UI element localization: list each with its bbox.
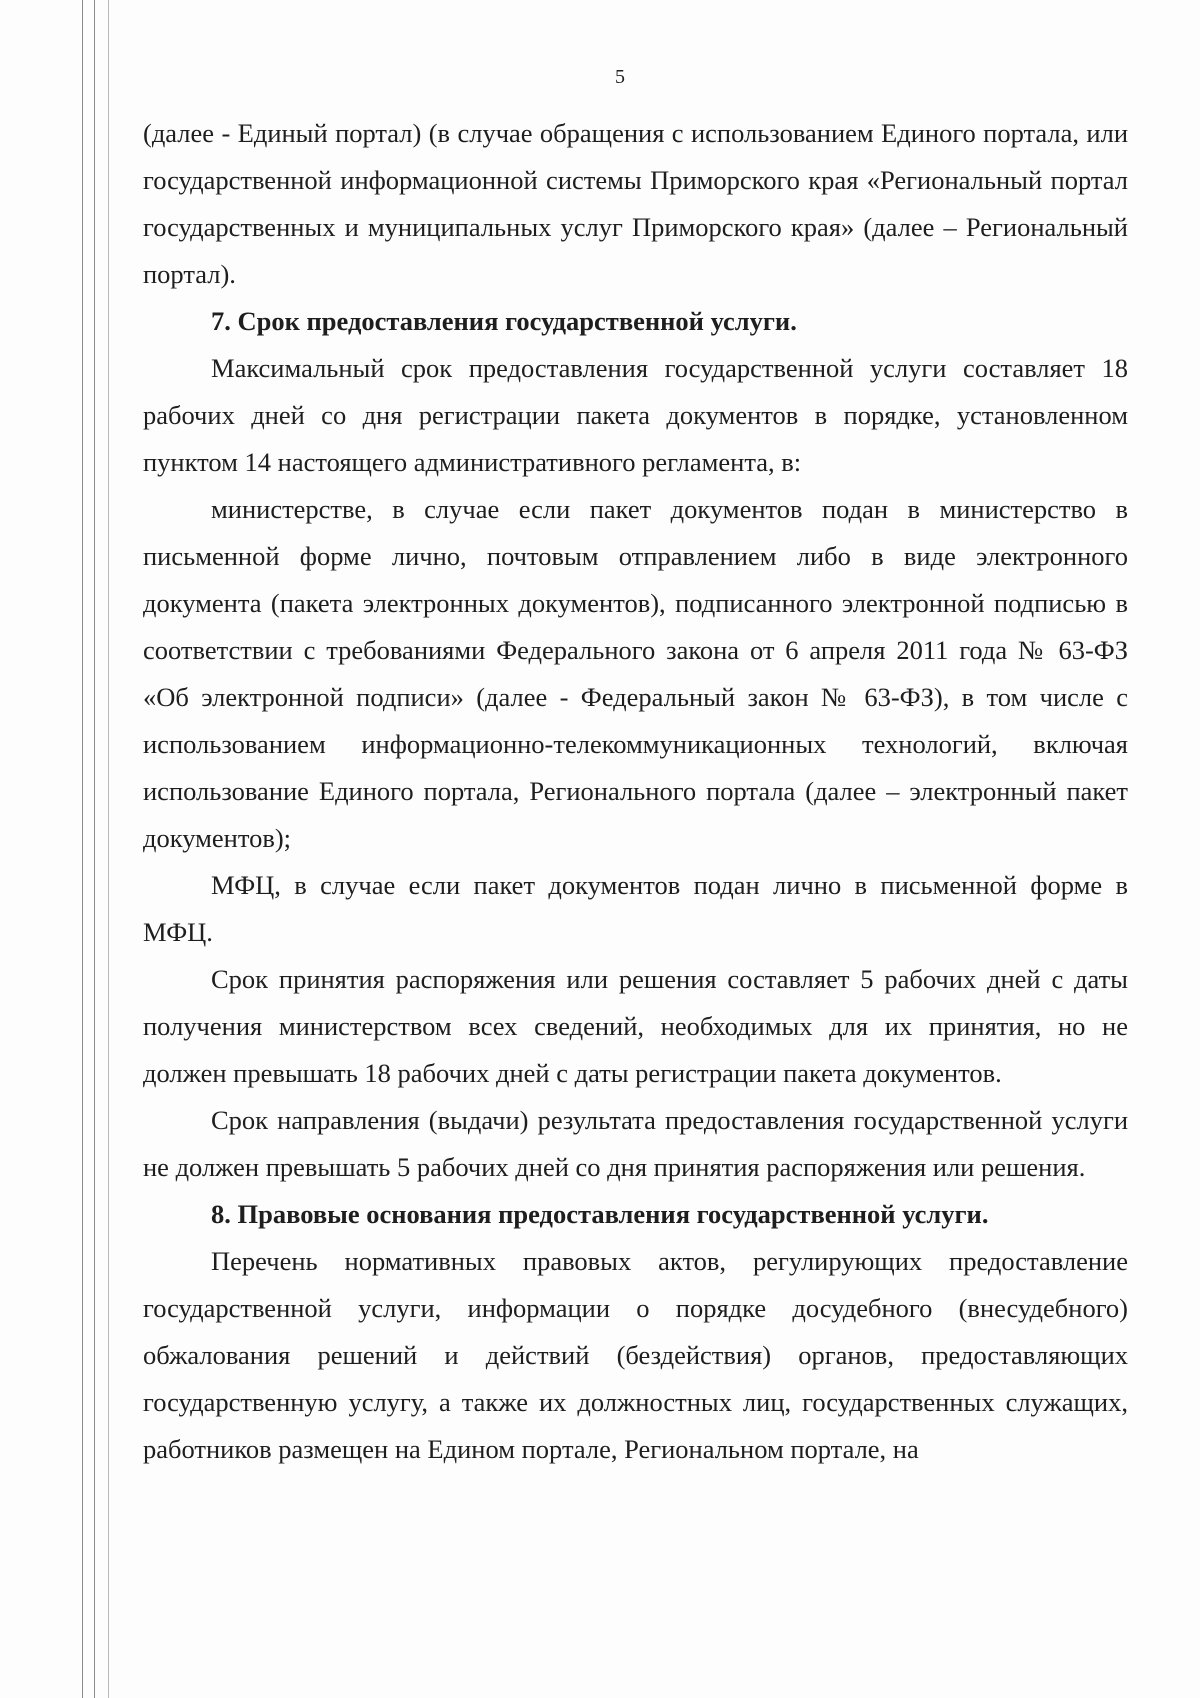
paragraph: Срок направления (выдачи) результата предоставления государственной услуги не должен превышать 5 рабочих дней со дня принятия распоряжения или решения. [143, 1105, 1128, 1182]
binding-margin-line [82, 0, 83, 1698]
paragraph: министерстве, в случае если пакет документов подан в министерство в письменной форме лично, почтовым отправлением либо в виде электронного документа (пакета электронных документов), подписанного электронной подписью в соответствии с требованиями Федерального закона от 6 апреля 2011 года № 63-ФЗ «Об электронной подписи» (далее - Федеральный закон № 63-ФЗ), в том числе с использованием информационно-телекоммуникационных технологий, включая использование Единого портала, Регионального портала (далее – электронный пакет документов); [143, 494, 1128, 853]
binding-margin-line [94, 0, 95, 1698]
page-number: 5 [615, 66, 625, 88]
section-heading-8: 8. Правовые основания предоставления государственной услуги. [211, 1199, 989, 1229]
paragraph: Срок принятия распоряжения или решения составляет 5 рабочих дней с даты получения министерством всех сведений, необходимых для их принятия, но не должен превышать 18 рабочих дней с даты регистрации пакета документов. [143, 964, 1128, 1088]
binding-margin-line [108, 0, 109, 1698]
paragraph-continuation: (далее - Единый портал) (в случае обращения с использованием Единого портала, или государственной информационной системы Приморского края «Региональный портал государственных и муниципальных услуг Приморского края» (далее – Региональный портал). [143, 118, 1128, 289]
document-body [143, 110, 1128, 1473]
section-heading-7: 7. Срок предоставления государственной услуги. [211, 306, 797, 336]
paragraph: МФЦ, в случае если пакет документов подан лично в письменной форме в МФЦ. [143, 870, 1128, 947]
paragraph: Перечень нормативных правовых актов, регулирующих предоставление государственной услуги, информации о порядке досудебного (внесудебного) обжалования решений и действий (бездействия) органов, предоставляющих государственную услугу, а также их должностных лиц, государственных служащих, работников размещен на Едином портале, Региональном портале, на [143, 1246, 1128, 1464]
paragraph: Максимальный срок предоставления государственной услуги составляет 18 рабочих дней со дня регистрации пакета документов в порядке, установленном пунктом 14 настоящего административного регламента, в: [143, 353, 1128, 477]
